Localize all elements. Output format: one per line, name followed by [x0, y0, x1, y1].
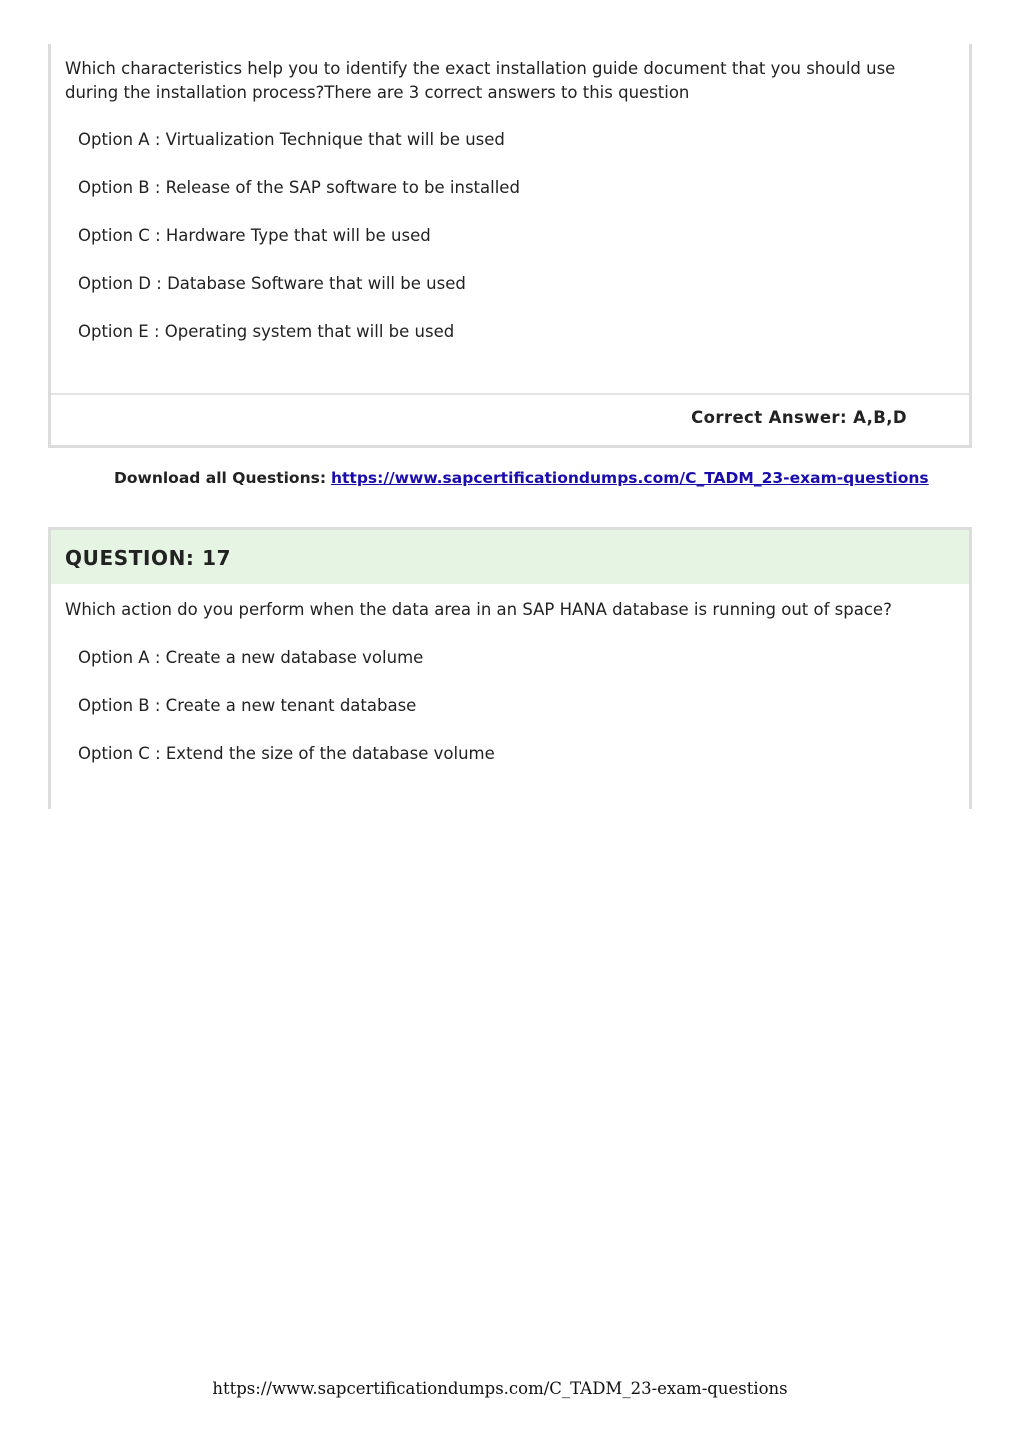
download-all-questions: [114, 467, 929, 489]
answer-divider: [51, 393, 969, 395]
question-card-16: [48, 44, 972, 448]
correct-answer: Correct Answer: A,B,D: [691, 408, 907, 427]
question-17-text: Which action do you perform when the data area in an SAP HANA database is running out of space?: [65, 600, 892, 619]
question-17-option-c: Option C : Extend the size of the database volume: [78, 744, 495, 763]
question-16-option-a: Option A : Virtualization Technique that will be used: [78, 130, 505, 149]
question-16-text: Which characteristics help you to identify the exact installation guide document that you should use during the installation process?There are 3 correct answers to this question: [65, 59, 896, 102]
question-16-option-d: Option D : Database Software that will be used: [78, 274, 466, 293]
question-17-option-a: Option A : Create a new database volume: [78, 648, 424, 667]
footer-url: https://www.sapcertificationdumps.com/C_TADM_23-exam-questions: [212, 1379, 788, 1398]
question-card-17: [48, 527, 972, 809]
question-17-title: QUESTION: 17: [65, 546, 232, 570]
question-16-option-c: Option C : Hardware Type that will be used: [78, 226, 431, 245]
question-16-option-e: Option E : Operating system that will be used: [78, 322, 455, 341]
download-link[interactable]: https://www.sapcertificationdumps.com/C_TADM_23-exam-questions: [330, 469, 929, 487]
question-17-option-b: Option B : Create a new tenant database: [78, 696, 417, 715]
question-16-option-b: Option B : Release of the SAP software to be installed: [78, 178, 520, 197]
download-label: Download all Questions:: [114, 469, 327, 487]
question-17-header: [51, 530, 969, 584]
